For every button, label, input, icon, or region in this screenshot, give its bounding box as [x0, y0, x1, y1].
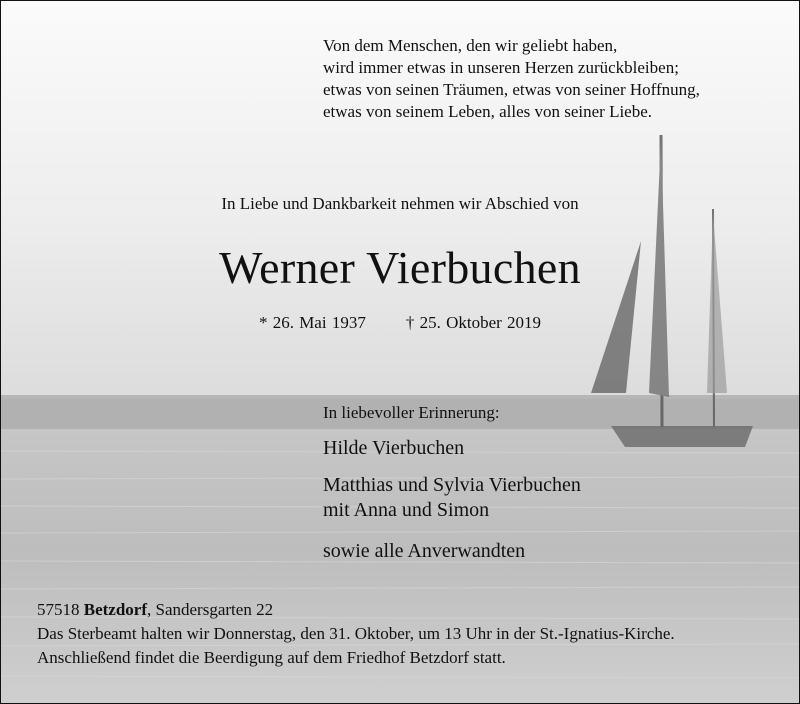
death-date: † 25. Oktober 2019	[405, 313, 542, 332]
address-line	[37, 598, 675, 622]
birth-date: * 26. Mai 1937	[258, 313, 366, 332]
mourner-line: sowie alle Anverwandten	[323, 540, 526, 562]
poem-line: wird immer etwas in unseren Herzen zurückbleiben;	[323, 58, 679, 77]
service-info: Das Sterbeamt halten wir Donnerstag, den 31. Oktober, um 13 Uhr in der St.-Ignatius-Kirche.	[37, 624, 675, 643]
hull	[611, 426, 753, 447]
burial-info: Anschließend findet die Beerdigung auf dem Friedhof Betzdorf statt.	[37, 648, 506, 667]
life-dates	[1, 313, 799, 333]
street: , Sandersgarten 22	[147, 600, 274, 619]
poem-line: etwas von seinem Leben, alles von seiner Liebe.	[323, 102, 653, 121]
postcode: 57518	[37, 600, 80, 619]
farewell-intro: In Liebe und Dankbarkeit nehmen wir Abschied von	[221, 194, 579, 213]
deceased-name: Werner Vierbuchen	[219, 242, 581, 293]
footer-info	[37, 598, 675, 670]
mourners-heading: In liebevoller Erinnerung:	[323, 403, 500, 422]
poem-line: etwas von seinen Träumen, etwas von seiner Hoffnung,	[323, 80, 700, 99]
poem-line: Von dem Menschen, den wir geliebt haben,	[323, 36, 618, 55]
mourner-line: Hilde Vierbuchen	[323, 437, 465, 459]
poem	[323, 35, 700, 123]
city: Betzdorf	[83, 600, 148, 619]
mourner-line: Matthias und Sylvia Vierbuchen	[323, 474, 581, 496]
mourner-group	[323, 473, 581, 523]
mourner-line: mit Anna und Simon	[323, 499, 490, 521]
